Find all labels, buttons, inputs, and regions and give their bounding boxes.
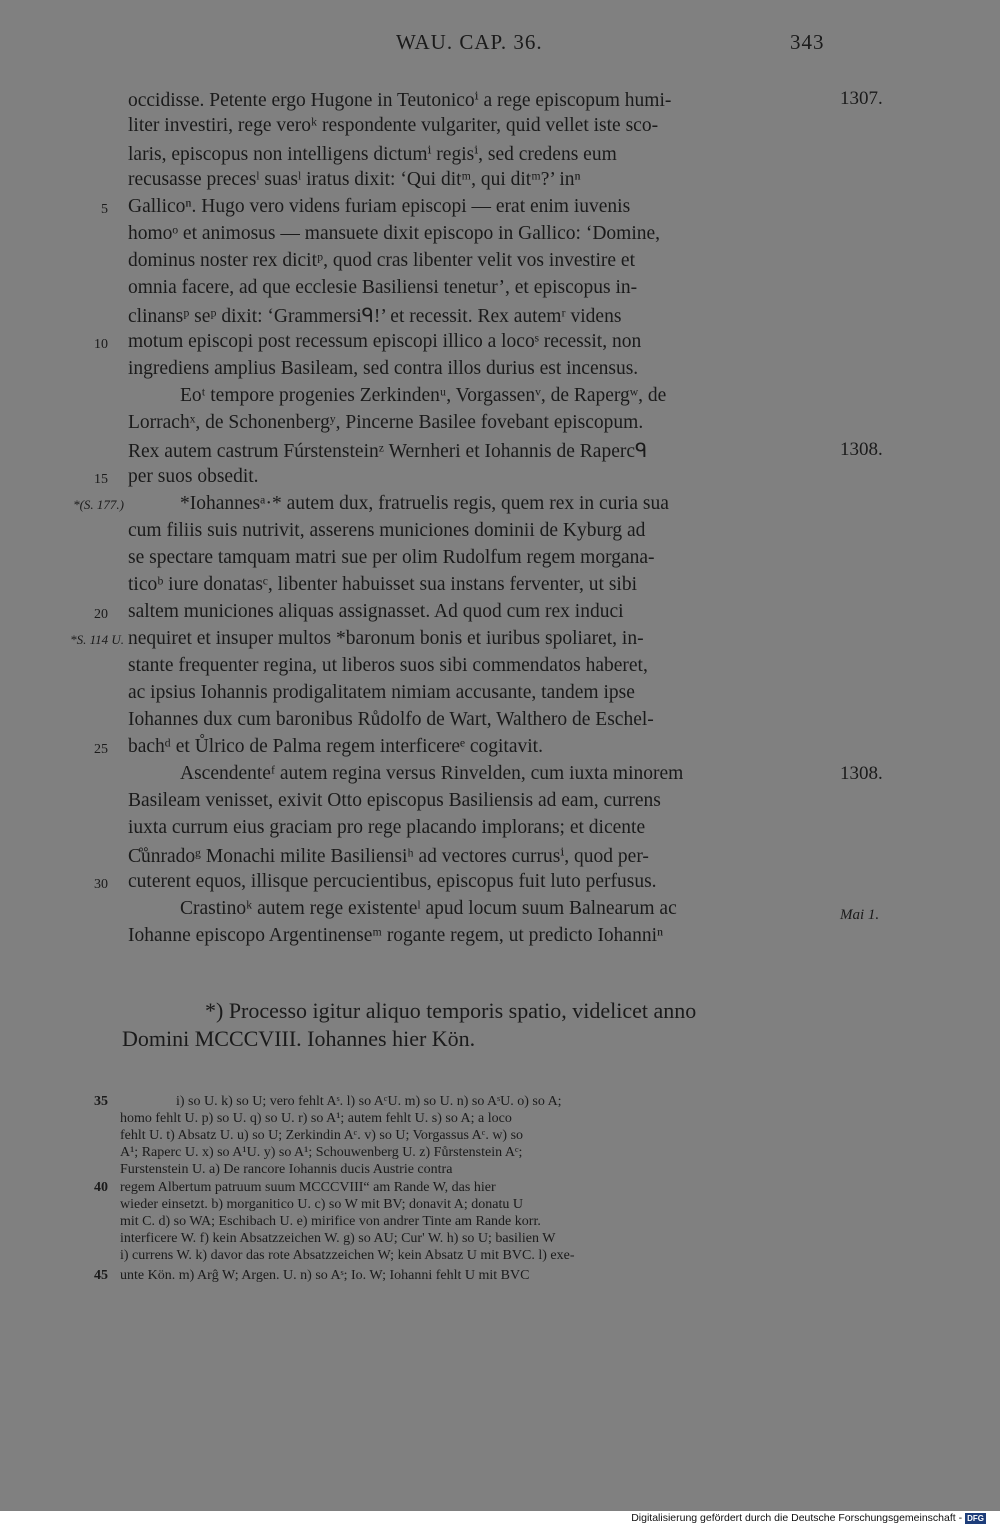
text-line: se spectare tamquam matri sue per olim Rudolfum regem morgana- bbox=[128, 547, 655, 568]
text-line: Gallicoⁿ. Hugo vero videns furiam episcopi — erat enim iuvenis bbox=[128, 196, 631, 217]
footnote-line-number: 45 bbox=[94, 1268, 108, 1283]
text-line: ingrediens amplius Basileam, sed contra illos durius est incensus. bbox=[128, 358, 639, 379]
text-line: occidisse. Petente ergo Hugone in Teutonicoⁱ a rege episcopum humi- bbox=[128, 90, 672, 111]
margin-year: 1308. bbox=[840, 763, 883, 784]
text-line: Basileam venisset, exivit Otto episcopus Basiliensis ad eam, currens bbox=[128, 790, 661, 811]
footnote-line: regem Albertum patruum suum MCCCVIII“ am Rande W, das hier bbox=[120, 1180, 496, 1195]
addition-line: *) Processo igitur aliquo temporis spatio, videlicet anno bbox=[205, 998, 697, 1023]
footnote-line: homo fehlt U. p) so U. q) so U. r) so A¹; autem fehlt U. s) so A; a loco bbox=[120, 1111, 512, 1126]
footnote-line-number: 35 bbox=[94, 1094, 108, 1109]
margin-page-ref: *(S. 177.) bbox=[73, 497, 124, 512]
text-line: Ascendenteᶠ autem regina versus Rinvelden, cum iuxta minorem bbox=[180, 763, 684, 784]
text-line: Lorrachˣ, de Schonenbergʸ, Pincerne Basilee fovebant episcopum. bbox=[128, 412, 644, 433]
dfg-logo: DFG bbox=[967, 1513, 984, 1523]
text-line: *Iohannesᵃ·* autem dux, fratruelis regis, quem rex in curia sua bbox=[180, 493, 669, 514]
margin-year: 1308. bbox=[840, 439, 883, 460]
text-line: Iohannes dux cum baronibus Růdolfo de Wart, Walthero de Eschel- bbox=[128, 709, 654, 730]
text-line: motum episcopi post recessum episcopi illico a locoˢ recessit, non bbox=[128, 331, 642, 352]
text-line: homoᵒ et animosus — mansuete dixit episcopo in Gallico: ‘Domine, bbox=[128, 223, 661, 244]
line-number: 10 bbox=[94, 337, 108, 352]
footnote-line: fehlt U. t) Absatz U. u) so U; Zerkindin Aᶜ. v) so U; Vorgassus Aᶜ. w) so bbox=[120, 1128, 524, 1143]
text-line: C̊ůnradoᵍ Monachi milite Basiliensiʰ ad vectores currusⁱ, quod per- bbox=[128, 846, 649, 867]
footnote-line: Furstenstein U. a) De rancore Iohannis ducis Austrie contra bbox=[120, 1162, 453, 1177]
text-line: Crastinoᵏ autem rege existenteˡ apud locum suum Balnearum ac bbox=[180, 898, 677, 919]
line-number: 5 bbox=[101, 202, 108, 217]
line-number: 25 bbox=[94, 742, 108, 757]
text-line: Iohanne episcopo Argentinenseᵐ rogante regem, ut predicto Iohanniⁿ bbox=[128, 925, 664, 946]
text-line: clinansᵖ seᵖ dixit: ‘Grammersiᑫ!’ et recessit. Rex autemʳ videns bbox=[128, 306, 622, 327]
footnote-line: wieder einsetzt. b) morganitico U. c) so W mit BV; donavit A; donatu U bbox=[120, 1197, 523, 1212]
margin-page-ref: *S. 114 U. bbox=[70, 632, 124, 647]
line-number: 20 bbox=[94, 607, 108, 622]
text-line: omnia facere, ad que ecclesie Basiliensi tenetur’, et episcopus in- bbox=[128, 277, 638, 298]
text-line: nequiret et insuper multos *baronum bonis et iuribus spoliaret, in- bbox=[128, 628, 644, 649]
page-number: 343 bbox=[790, 30, 825, 54]
text-line: cuterent equos, illisque percucientibus, episcopus fuit luto perfusus. bbox=[128, 871, 657, 892]
digitization-credit bbox=[631, 1512, 986, 1524]
footnote-line: A¹; Raperc U. x) so A¹U. y) so A¹; Schouwenberg U. z) Fůrstenstein Aᶜ; bbox=[120, 1145, 523, 1160]
footnote-line: mit C. d) so WA; Eschibach U. e) mirifice von andrer Tinte am Rande korr. bbox=[120, 1214, 541, 1229]
text-line: laris, episcopus non intelligens dictumⁱ regisⁱ, sed credens eum bbox=[128, 144, 617, 165]
margin-year: 1307. bbox=[840, 88, 883, 109]
text-line: Rex autem castrum Fúrstensteinᶻ Wernheri et Iohannis de Rapercᑫ bbox=[128, 441, 648, 462]
running-header: WAU. CAP. 36. bbox=[396, 30, 543, 54]
credit-text: Digitalisierung gefördert durch die Deutsche Forschungsgemeinschaft - bbox=[631, 1512, 963, 1524]
text-line: ac ipsius Iohannis prodigalitatem nimiam accusante, tandem ipse bbox=[128, 682, 635, 703]
line-number: 15 bbox=[94, 472, 108, 487]
text-line: per suos obsedit. bbox=[128, 466, 259, 487]
text-line: ticoᵇ iure donatasᶜ, libenter habuisset sua instans ferventer, ut sibi bbox=[128, 574, 637, 595]
text-line: saltem municiones aliquas assignasset. Ad quod cum rex induci bbox=[128, 601, 624, 622]
footnote-line-number: 40 bbox=[94, 1180, 108, 1195]
text-line: cum filiis suis nutrivit, asserens municiones dominii de Kyburg ad bbox=[128, 520, 646, 541]
text-line: iuxta currum eius graciam pro rege placando implorans; et dicente bbox=[128, 817, 646, 838]
text-line: stante frequenter regina, ut liberos suos sibi commendatos haberet, bbox=[128, 655, 648, 676]
text-line: liter investiri, rege veroᵏ respondente vulgariter, quid vellet iste sco- bbox=[128, 115, 659, 136]
addition-line: Domini MCCCVIII. Iohannes hier Kön. bbox=[122, 1026, 476, 1051]
line-number: 30 bbox=[94, 877, 108, 892]
margin-date: Mai 1. bbox=[840, 907, 880, 923]
text-line: bachᵈ et Ůlrico de Palma regem interficereᵉ cogitavit. bbox=[128, 736, 543, 757]
footnote-line: interficere W. f) kein Absatzzeichen W. g) so AU; Cur' W. h) so U; basilien W bbox=[120, 1231, 556, 1246]
text-line: Eoᵗ tempore progenies Zerkindenᵘ, Vorgassenᵛ, de Rapergʷ, de bbox=[180, 385, 667, 406]
footnote-line: unte Kön. m) Arĝ W; Argen. U. n) so Aˢ; Io. W; Iohanni fehlt U mit BVC bbox=[120, 1268, 530, 1283]
footnote-line: i) so U. k) so U; vero fehlt Aˢ. l) so AᶜU. m) so U. n) so AˢU. o) so A; bbox=[176, 1094, 562, 1109]
footnote-line: i) currens W. k) davor das rote Absatzzeichen W; kein Absatz U mit BVC. l) exe- bbox=[120, 1248, 575, 1263]
text-line: recusasse precesˡ suasˡ iratus dixit: ‘Qui ditᵐ, qui ditᵐ?’ inⁿ bbox=[128, 169, 581, 190]
text-line: dominus noster rex dicitᵖ, quod cras libenter velit vos investire et bbox=[128, 250, 635, 271]
